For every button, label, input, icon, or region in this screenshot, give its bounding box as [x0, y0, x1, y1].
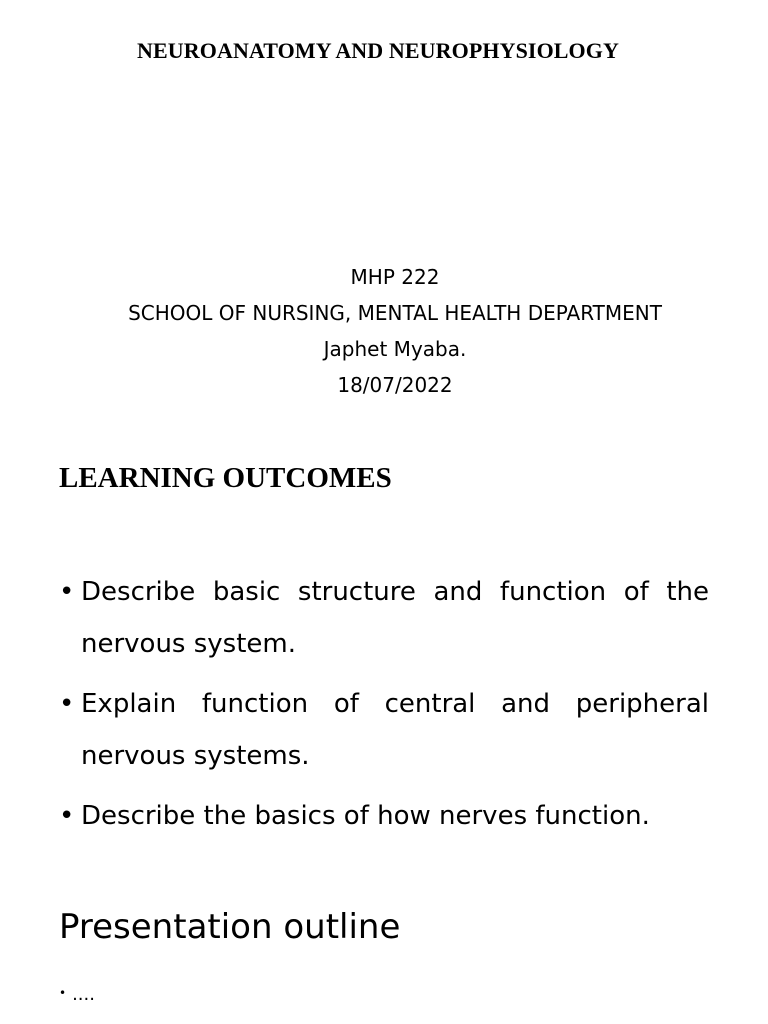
- document-date: 18/07/2022: [337, 373, 453, 397]
- author-name: Japhet Myaba.: [323, 337, 467, 361]
- bullet-icon: •: [59, 801, 75, 831]
- list-item: [59, 566, 709, 670]
- presentation-outline-heading: Presentation outline: [59, 907, 401, 947]
- learning-outcomes-heading: LEARNING OUTCOMES: [59, 462, 392, 494]
- outline-list-item: [59, 984, 95, 1005]
- document-title: NEUROANATOMY AND NEUROPHYSIOLOGY: [137, 38, 619, 63]
- outcome-text: Describe basic structure and function of the nervous system.: [81, 577, 709, 659]
- learning-outcomes-list: [59, 566, 709, 850]
- course-code: MHP 222: [350, 265, 440, 289]
- department-name: SCHOOL OF NURSING, MENTAL HEALTH DEPARTMENT: [128, 301, 662, 325]
- outcome-text: Explain function of central and peripheral nervous systems.: [81, 689, 709, 771]
- list-item: [59, 790, 709, 842]
- outline-item-text: ....: [72, 984, 95, 1005]
- course-info: [0, 259, 768, 403]
- bullet-icon: •: [59, 986, 67, 1000]
- bullet-icon: •: [59, 689, 75, 719]
- list-item: [59, 678, 709, 782]
- bullet-icon: •: [59, 577, 75, 607]
- outcome-text: Describe the basics of how nerves function.: [81, 801, 650, 831]
